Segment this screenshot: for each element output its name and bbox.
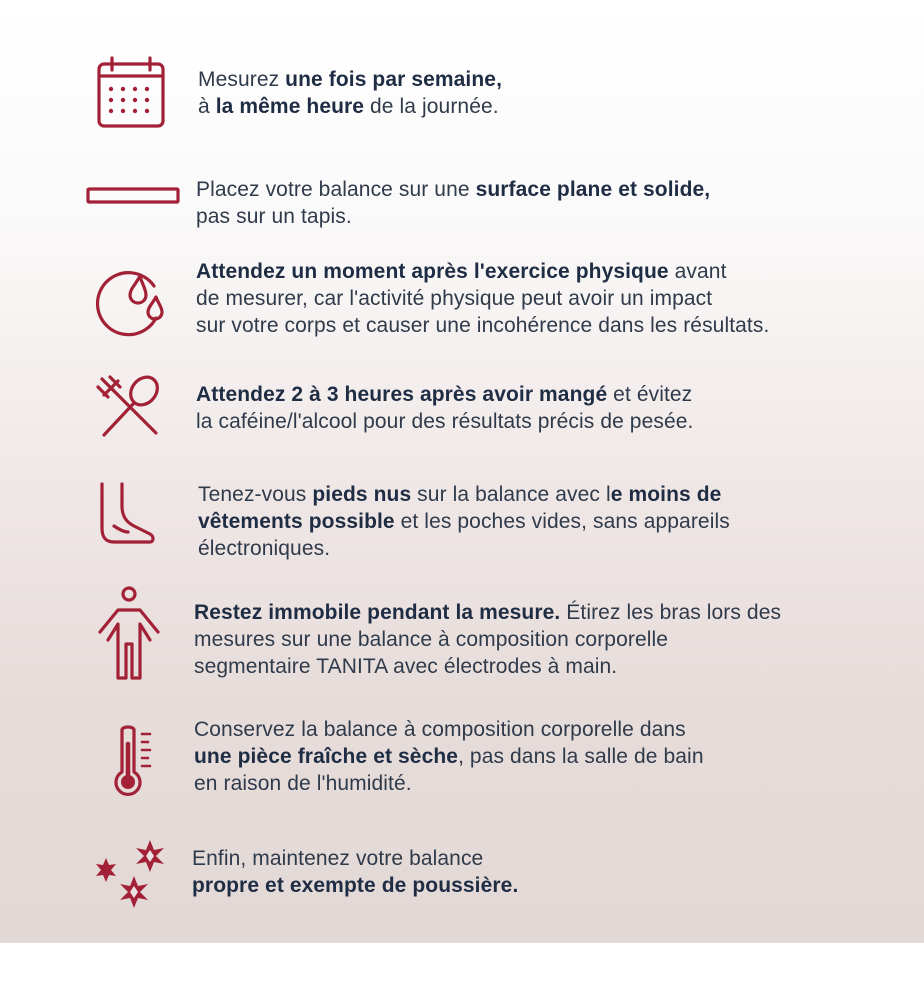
tip-line: Tenez-vous pieds nus sur la balance avec le moins de — [198, 483, 722, 506]
tip-line: Conservez la balance à composition corporelle dans — [194, 718, 686, 741]
tip-line: une pièce fraîche et sèche, pas dans la salle de bain — [194, 745, 704, 768]
tip-line: propre et exempte de poussière. — [192, 874, 519, 897]
tip-line: Enfin, maintenez votre balance — [192, 847, 484, 870]
clean-sparkle-icon — [94, 838, 168, 912]
tip-line: électroniques. — [198, 537, 331, 560]
standing-person-icon — [96, 586, 162, 682]
fork-spoon-icon — [96, 375, 166, 443]
tip-line: sur votre corps et causer une incohérence dans les résultats. — [196, 314, 770, 337]
tip-line: en raison de l'humidité. — [194, 772, 412, 795]
tip-text — [196, 176, 710, 230]
flat-surface-icon — [86, 186, 180, 206]
tip-text — [196, 258, 769, 339]
tip-line: Attendez 2 à 3 heures après avoir mangé et évitez — [196, 383, 693, 406]
tip-line: segmentaire TANITA avec électrodes à main. — [194, 655, 618, 678]
tip-line: la caféine/l'alcool pour des résultats précis de pesée. — [196, 410, 694, 433]
tip-line: Restez immobile pendant la mesure. Étirez les bras lors des — [194, 601, 782, 624]
tip-line: mesures sur une balance à composition corporelle — [194, 628, 669, 651]
tip-text — [194, 716, 704, 797]
tip-line: Mesurez une fois par semaine, — [198, 68, 503, 91]
tip-text — [192, 845, 518, 899]
calendar-icon — [96, 56, 166, 130]
tip-text — [198, 481, 730, 562]
tip-line: Placez votre balance sur une surface plane et solide, — [196, 178, 711, 201]
tip-line: vêtements possible et les poches vides, sans appareils — [198, 510, 730, 533]
tip-text — [194, 599, 781, 680]
tip-line: Attendez un moment après l'exercice physique avant — [196, 260, 727, 283]
tip-text — [196, 381, 693, 435]
bare-foot-icon — [96, 482, 156, 548]
tip-line: de mesurer, car l'activité physique peut avoir un impact — [196, 287, 713, 310]
tip-text — [198, 66, 502, 120]
sweat-drops-icon — [96, 264, 168, 336]
thermometer-icon — [108, 724, 156, 800]
tip-line: à la même heure de la journée. — [198, 95, 499, 118]
tip-line: pas sur un tapis. — [196, 205, 352, 228]
